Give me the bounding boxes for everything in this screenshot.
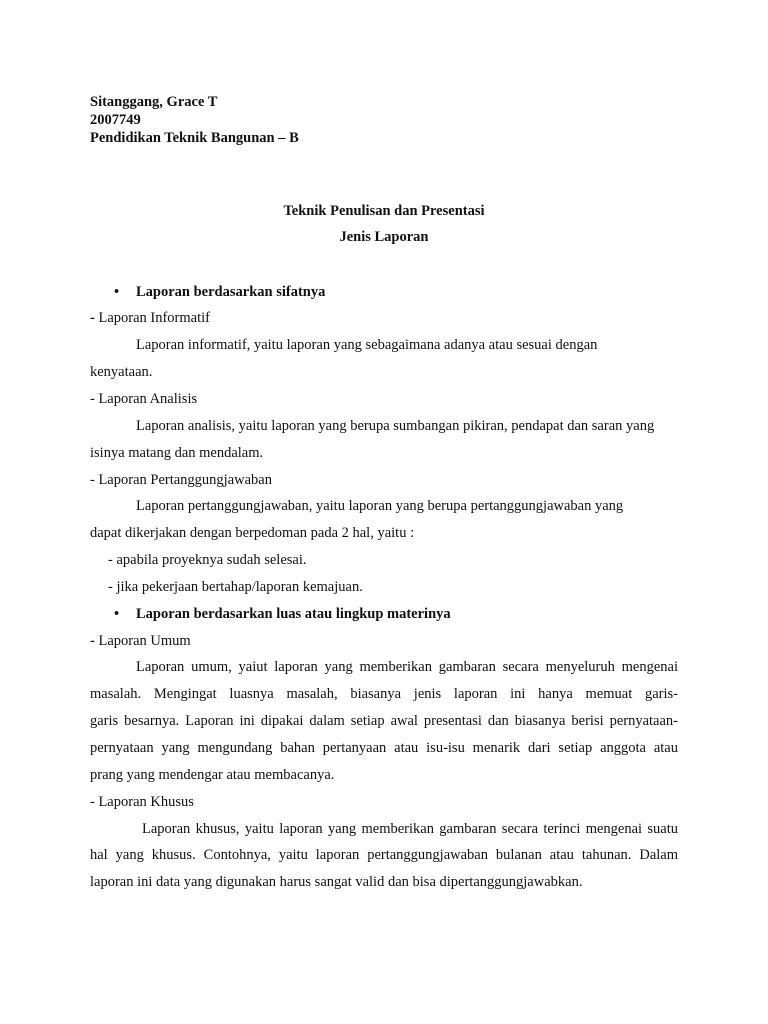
list-item: - jika pekerjaan bertahap/laporan kemajuan. bbox=[108, 579, 363, 595]
dash-mark: - bbox=[90, 633, 95, 649]
dash-mark: - bbox=[90, 310, 95, 326]
paragraph-line: Laporan pertanggungjawaban, yaitu laporan yang berupa pertanggungjawaban yang bbox=[136, 498, 624, 514]
bullet-icon: • bbox=[114, 284, 120, 300]
paragraph-line: dapat dikerjakan dengan berpedoman pada 2 hal, yaitu : bbox=[90, 525, 415, 541]
bullet-icon: • bbox=[114, 606, 120, 622]
subsection-label-text: Laporan Informatif bbox=[94, 310, 210, 326]
subsection-label: - Laporan Pertanggungjawaban bbox=[90, 472, 272, 488]
subsection-label: - Laporan Khusus bbox=[90, 794, 194, 810]
paragraph-line: masalah. Mengingat luasnya masalah, biasanya jenis laporan ini hanya memuat garis- bbox=[90, 686, 678, 702]
subsection-label: - Laporan Analisis bbox=[90, 391, 198, 407]
paragraph-line: Laporan umum, yaiut laporan yang memberikan gambaran secara menyeluruh mengenai bbox=[136, 659, 678, 675]
paragraph-line: pernyataan yang mengundang bahan pertanyaan atau isu-isu menarik dari setiap anggota atau bbox=[90, 740, 678, 756]
study-program: Pendidikan Teknik Bangunan – B bbox=[90, 130, 299, 146]
paragraph-line: Laporan khusus, yaitu laporan yang memberikan gambaran secara terinci mengenai suatu bbox=[142, 821, 678, 837]
author-name: Sitanggang, Grace T bbox=[90, 94, 218, 110]
paragraph-line: isinya matang dan mendalam. bbox=[90, 445, 264, 461]
section-heading: Laporan berdasarkan sifatnya bbox=[136, 284, 326, 300]
section-heading: Laporan berdasarkan luas atau lingkup materinya bbox=[136, 606, 451, 622]
paragraph-line: hal yang khusus. Contohnya, yaitu laporan pertanggungjawaban bulanan atau tahunan. Dalam bbox=[90, 847, 678, 863]
document-title: Jenis Laporan bbox=[339, 229, 429, 245]
subsection-label-text: Laporan Umum bbox=[94, 633, 191, 649]
paragraph-line: Laporan informatif, yaitu laporan yang sebagaimana adanya atau sesuai dengan bbox=[136, 337, 598, 353]
subsection-label bbox=[90, 309, 210, 327]
list-item: - apabila proyeknya sudah selesai. bbox=[108, 552, 307, 568]
course-title: Teknik Penulisan dan Presentasi bbox=[283, 203, 485, 219]
subsection-label bbox=[90, 632, 191, 650]
paragraph-line: Laporan analisis, yaitu laporan yang berupa sumbangan pikiran, pendapat dan saran yang bbox=[136, 418, 655, 434]
paragraph-line: prang yang mendengar atau membacanya. bbox=[90, 767, 335, 783]
paragraph-line: kenyataan. bbox=[90, 364, 153, 380]
student-id: 2007749 bbox=[90, 112, 141, 128]
paragraph-line: laporan ini data yang digunakan harus sangat valid dan bisa dipertanggungjawabkan. bbox=[90, 874, 583, 890]
paragraph-line: garis besarnya. Laporan ini dipakai dalam setiap awal presentasi dan biasanya berisi pernyataan- bbox=[90, 713, 678, 729]
